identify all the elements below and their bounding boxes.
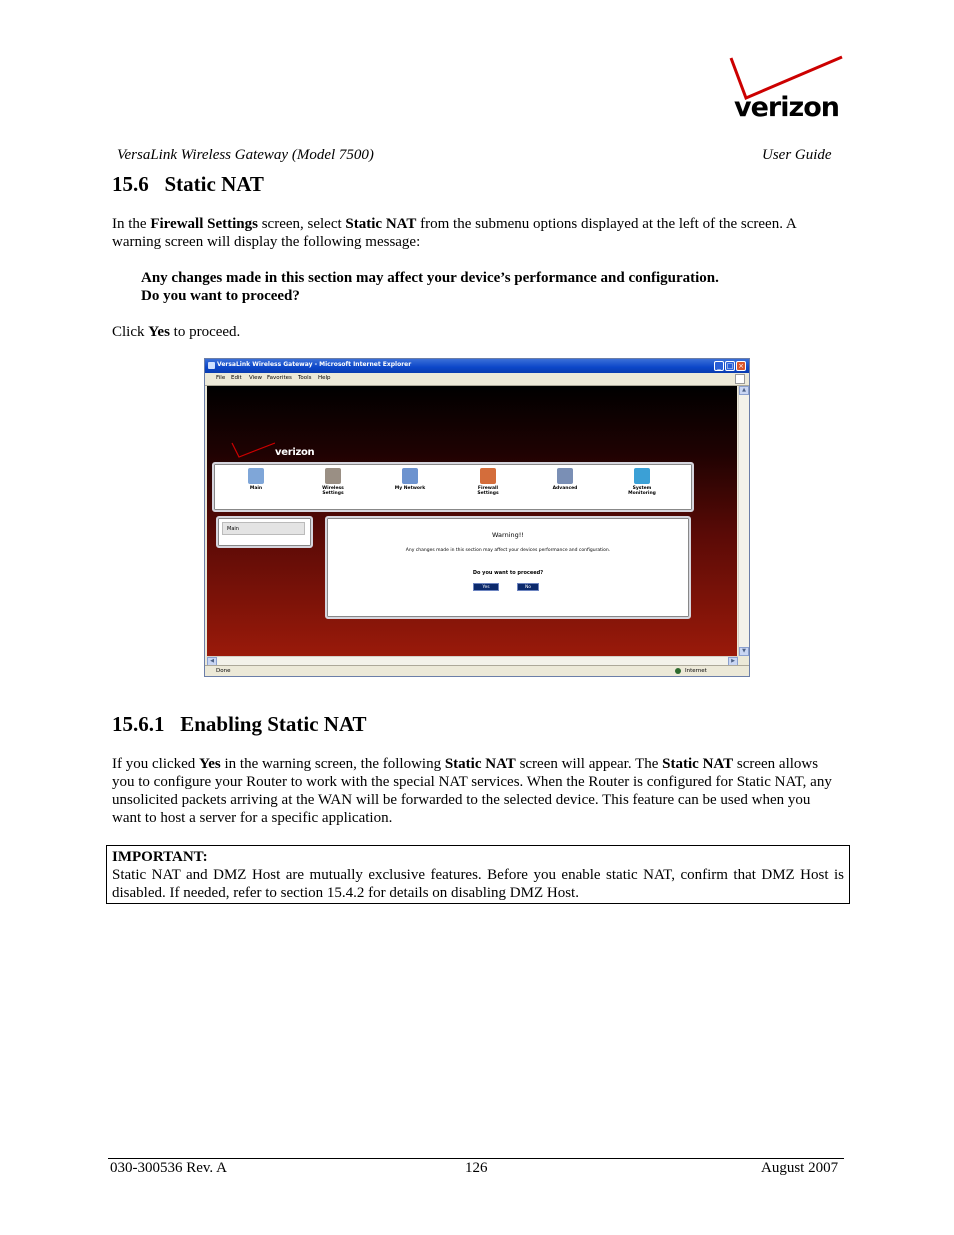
maximize-icon[interactable]: □: [726, 362, 734, 370]
warning-line-1: Any changes made in this section may affect your device’s performance and configuration.: [141, 270, 719, 286]
menu-tools[interactable]: Tools: [298, 375, 312, 381]
sidebar-item-main[interactable]: Main: [222, 522, 305, 535]
section-heading: 15.6 Static NAT: [112, 172, 264, 196]
scroll-left-icon[interactable]: ◀: [207, 657, 217, 666]
network-icon: [402, 468, 418, 484]
window-title: VersaLink Wireless Gateway - Microsoft Internet Explorer: [217, 361, 412, 368]
status-bar: [205, 665, 749, 677]
nav-main[interactable]: Main: [226, 468, 286, 491]
menu-file[interactable]: File: [216, 375, 226, 381]
subsection-heading: 15.6.1 Enabling Static NAT: [112, 712, 367, 736]
status-zone: Internet: [685, 668, 707, 674]
footer-date: August 2007: [761, 1160, 839, 1176]
footer-doc-number: 030-300536 Rev. A: [110, 1160, 227, 1176]
verizon-logo: [728, 54, 844, 122]
brand-text: verizon: [275, 447, 315, 458]
footer-divider: [108, 1158, 844, 1159]
main-nav: [212, 462, 694, 512]
svg-text:verizon: verizon: [734, 92, 839, 122]
sidebar-menu: [216, 516, 313, 548]
nav-firewall-settings[interactable]: Firewall Settings: [458, 468, 518, 496]
scroll-down-icon[interactable]: ▼: [739, 647, 749, 656]
menu-view[interactable]: View: [249, 375, 263, 381]
header-guide: User Guide: [762, 147, 832, 163]
yes-button[interactable]: Yes: [473, 583, 499, 591]
important-text: Static NAT and DMZ Host are mutually exclusive features. Before you enable static NAT, confirm that DMZ Host is disabled. If needed, refer to section 15.4.2 for details on disabling DMZ Host.: [112, 867, 844, 901]
browser-screenshot: [204, 358, 750, 677]
menu-bar: [205, 373, 749, 386]
monitor-icon: [634, 468, 650, 484]
warning-message: Any changes made in this section may affect your devices performance and configuration.: [405, 548, 611, 553]
close-icon[interactable]: ×: [736, 361, 746, 371]
subsection-paragraph: If you clicked Yes in the warning screen, the following Static NAT screen will appear. The Static NAT screen allows you to configure your Router to work with the special NAT services. When the Router is configured for Static NAT, any unsolicited packets arriving at the WAN will be forwarded to the selected device. This feature can be used when you want to host a server for a specific application.: [112, 756, 832, 826]
warning-line-2: Do you want to proceed?: [141, 288, 300, 304]
nav-advanced[interactable]: Advanced: [535, 468, 595, 491]
firewall-icon: [480, 468, 496, 484]
nav-wireless-settings[interactable]: Wireless Settings: [303, 468, 363, 496]
important-label: IMPORTANT:: [112, 849, 208, 865]
vertical-scrollbar[interactable]: [738, 386, 749, 656]
advanced-icon: [557, 468, 573, 484]
menu-favorites[interactable]: Favorites: [267, 375, 292, 381]
menu-edit[interactable]: Edit: [231, 375, 242, 381]
wireless-icon: [325, 468, 341, 484]
window-titlebar: [205, 359, 749, 373]
scroll-right-icon[interactable]: ▶: [728, 657, 738, 666]
internet-zone-icon: [675, 668, 681, 674]
ie-throbber-icon: [735, 374, 745, 384]
click-instruction: Click Yes to proceed.: [112, 324, 241, 340]
status-done: Done: [216, 668, 231, 674]
ie-window-icon: [208, 362, 215, 369]
no-button[interactable]: No: [517, 583, 539, 591]
nav-my-network[interactable]: My Network: [380, 468, 440, 491]
main-icon: [248, 468, 264, 484]
footer-page-number: 126: [465, 1160, 488, 1176]
scroll-up-icon[interactable]: ▲: [739, 386, 749, 395]
warning-question: Do you want to proceed?: [472, 570, 544, 576]
menu-help[interactable]: Help: [318, 375, 331, 381]
important-box: [106, 845, 850, 904]
warning-title: Warning!!: [492, 531, 524, 539]
nav-system-monitoring[interactable]: System Monitoring: [612, 468, 672, 496]
intro-paragraph: In the Firewall Settings screen, select Static NAT from the submenu options displayed at the left of the screen. A warning screen will display the following message:: [112, 216, 796, 250]
minimize-icon[interactable]: _: [714, 361, 724, 371]
warning-dialog: [325, 516, 691, 619]
header-product: VersaLink Wireless Gateway (Model 7500): [117, 147, 374, 163]
page-content: [207, 386, 737, 656]
